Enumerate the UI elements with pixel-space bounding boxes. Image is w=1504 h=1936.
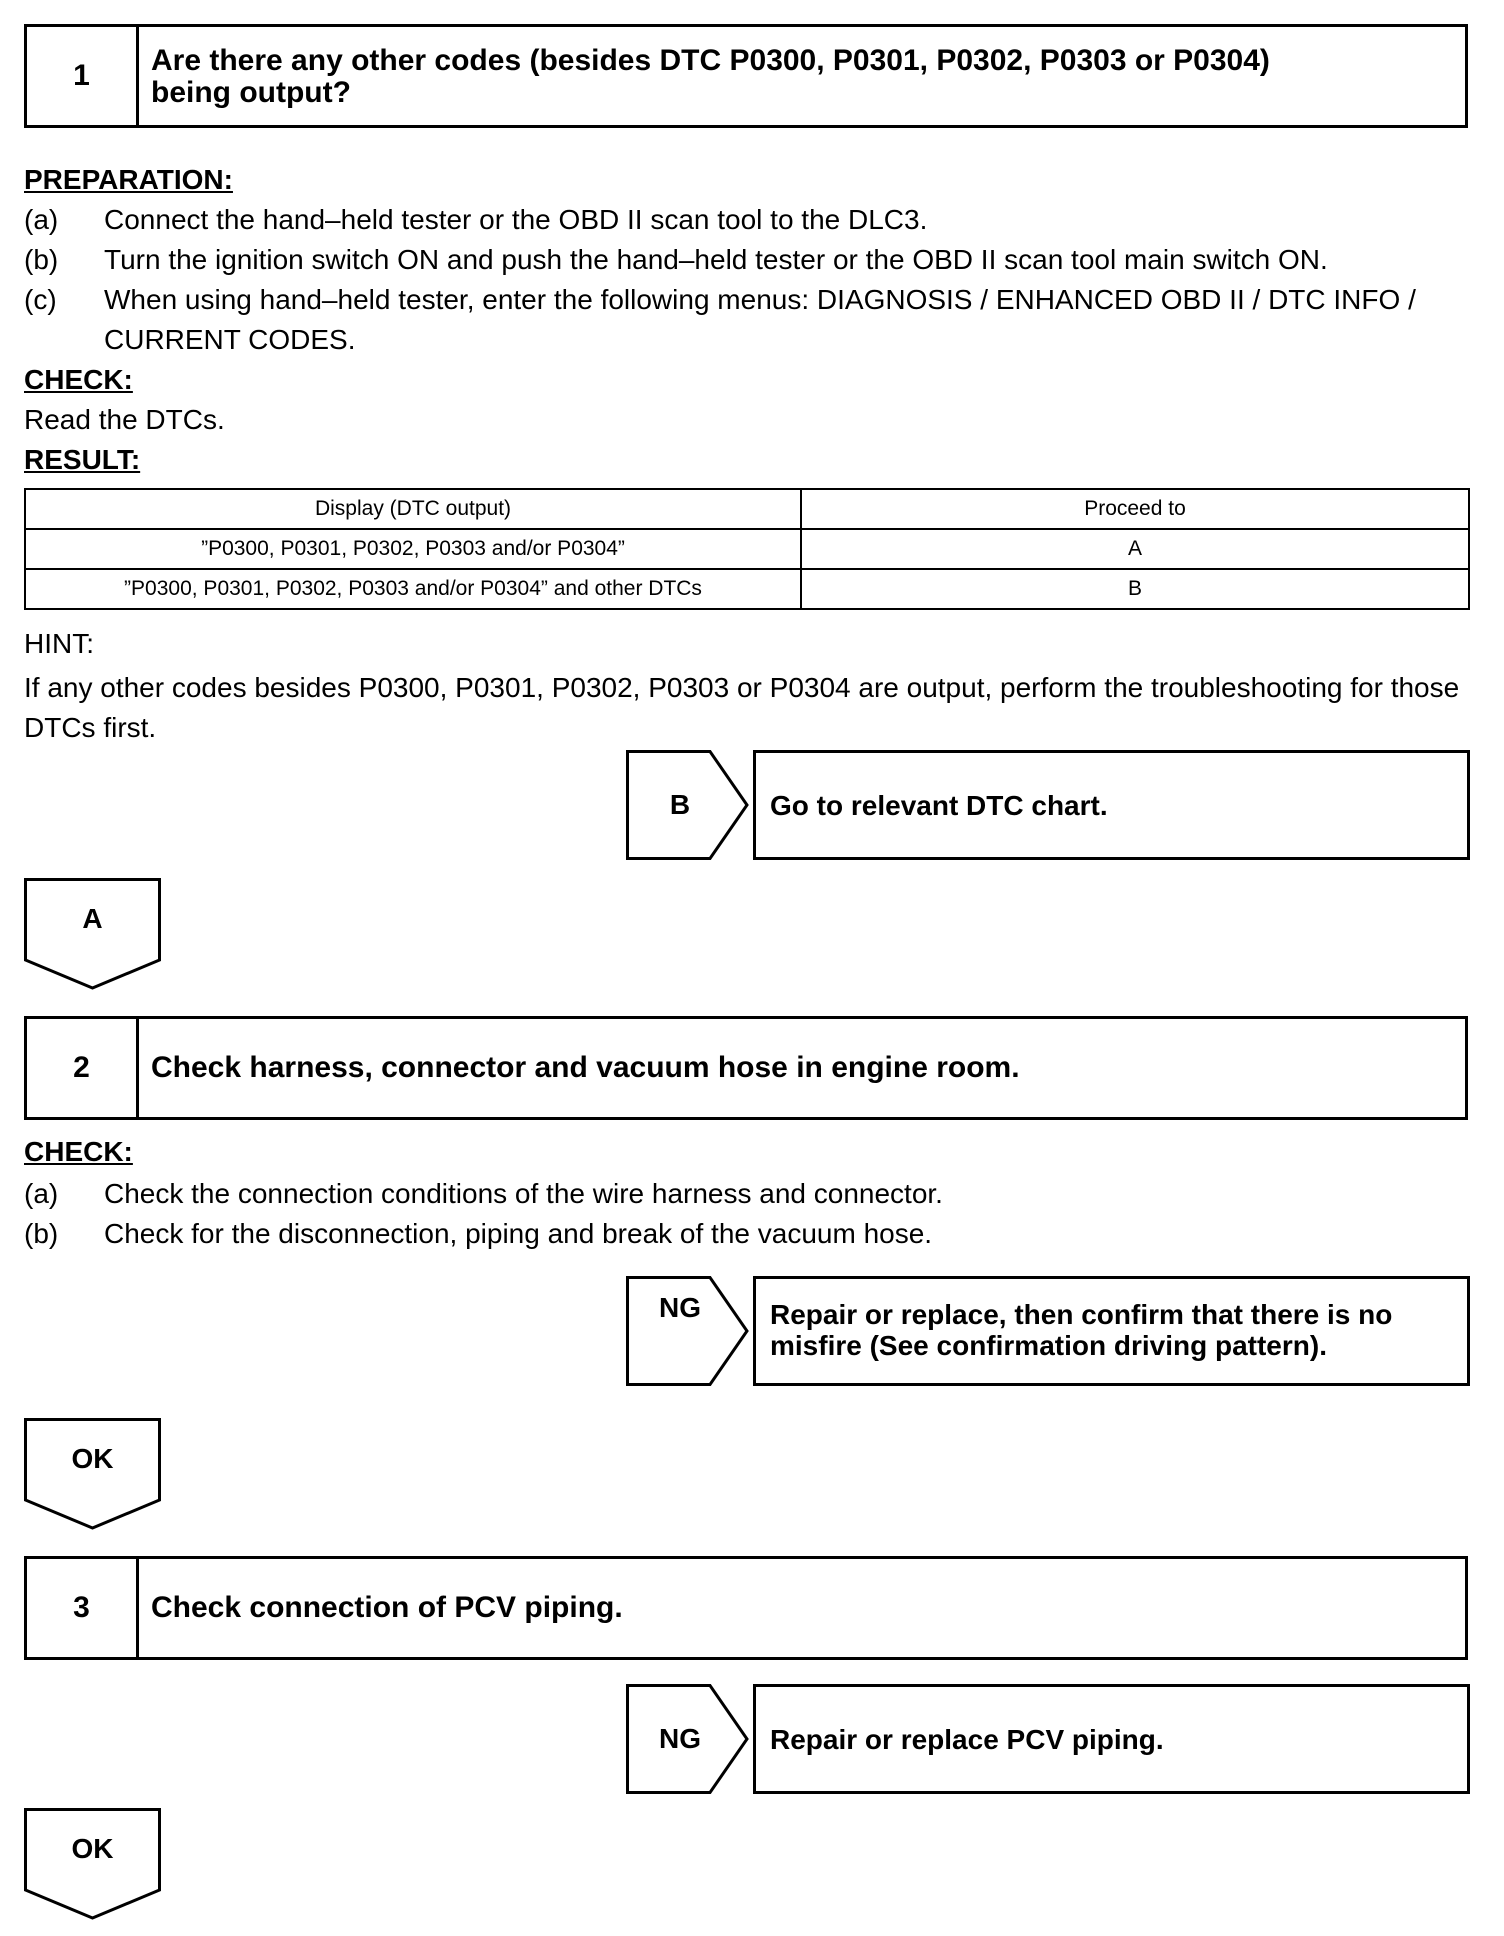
list-item	[24, 1214, 1474, 1254]
proceed-label: A	[82, 903, 103, 934]
list-item-label: (a)	[24, 1178, 59, 1209]
branch-arrow-tag	[626, 750, 752, 860]
list-item	[24, 240, 1474, 280]
table-cell: B	[801, 569, 1469, 609]
list-item-label: (b)	[24, 244, 59, 275]
step-title-line-2: being output?	[151, 76, 351, 109]
table-row	[25, 529, 1469, 569]
list-item-text: Connect the hand–held tester or the OBD II scan tool to the DLC3.	[104, 204, 928, 235]
step-title	[139, 27, 1465, 125]
step-number: 2	[27, 1019, 139, 1117]
branch-arrow-tag	[626, 1276, 752, 1386]
step-title-line-1: Are there any other codes (besides DTC P0300, P0301, P0302, P0303 or P0304)	[151, 44, 1270, 77]
preparation-heading: PREPARATION:	[24, 164, 233, 195]
action-text: Repair or replace PCV piping.	[770, 1723, 1164, 1755]
branch-label: NG	[659, 1723, 701, 1754]
step-1-header	[24, 24, 1468, 128]
proceed-down-tag	[24, 878, 161, 990]
action-text-line-2: misfire (See confirmation driving pattern).	[770, 1330, 1327, 1361]
step-2-header	[24, 1016, 1468, 1120]
list-item-text: Turn the ignition switch ON and push the hand–held tester or the OBD II scan tool main switch ON.	[104, 244, 1328, 275]
table-cell: ”P0300, P0301, P0302, P0303 and/or P0304”	[25, 529, 801, 569]
hint-text: If any other codes besides P0300, P0301, P0302, P0303 or P0304 are output, perform the troubleshooting for those DTCs first.	[24, 672, 1460, 743]
step-title: Check harness, connector and vacuum hose in engine room.	[151, 1051, 1020, 1084]
list-item-text: When using hand–held tester, enter the following menus: DIAGNOSIS / ENHANCED OBD II / DTC INFO / CURRENT CODES.	[104, 284, 1416, 355]
list-item-label: (b)	[24, 1218, 59, 1249]
proceed-label: OK	[71, 1833, 114, 1864]
list-item-text: Check for the disconnection, piping and break of the vacuum hose.	[104, 1218, 933, 1249]
proceed-down-tag	[24, 1418, 161, 1530]
list-item-label: (c)	[24, 284, 57, 315]
check-text: Read the DTCs.	[24, 404, 225, 435]
table-header-row	[25, 489, 1469, 529]
table-row	[25, 569, 1469, 609]
table-cell: A	[801, 529, 1469, 569]
step-number: 1	[27, 27, 139, 125]
branch-label: B	[669, 789, 691, 820]
list-item	[24, 280, 1474, 360]
list-item	[24, 200, 1474, 240]
step-title: Check connection of PCV piping.	[151, 1591, 623, 1624]
branch-label: NG	[659, 1292, 701, 1323]
result-heading: RESULT:	[24, 444, 141, 475]
column-header: Proceed to	[801, 489, 1469, 529]
action-box	[753, 1684, 1470, 1794]
table-cell: ”P0300, P0301, P0302, P0303 and/or P0304” and other DTCs	[25, 569, 801, 609]
action-box	[753, 1276, 1470, 1386]
proceed-label: OK	[71, 1443, 114, 1474]
action-text-line-1: Repair or replace, then confirm that there is no	[770, 1299, 1393, 1330]
step-number: 3	[27, 1559, 139, 1657]
check-heading: CHECK:	[24, 364, 133, 395]
action-box	[753, 750, 1470, 860]
proceed-down-tag	[24, 1808, 161, 1920]
list-item-label: (a)	[24, 204, 59, 235]
list-item-text: Check the connection conditions of the wire harness and connector.	[104, 1178, 943, 1209]
column-header: Display (DTC output)	[25, 489, 801, 529]
branch-arrow-tag	[626, 1684, 752, 1794]
list-item	[24, 1174, 1474, 1214]
check-heading: CHECK:	[24, 1136, 133, 1167]
result-table	[24, 488, 1470, 610]
step-3-header	[24, 1556, 1468, 1660]
action-text: Go to relevant DTC chart.	[770, 789, 1108, 821]
hint-heading: HINT:	[24, 628, 94, 659]
